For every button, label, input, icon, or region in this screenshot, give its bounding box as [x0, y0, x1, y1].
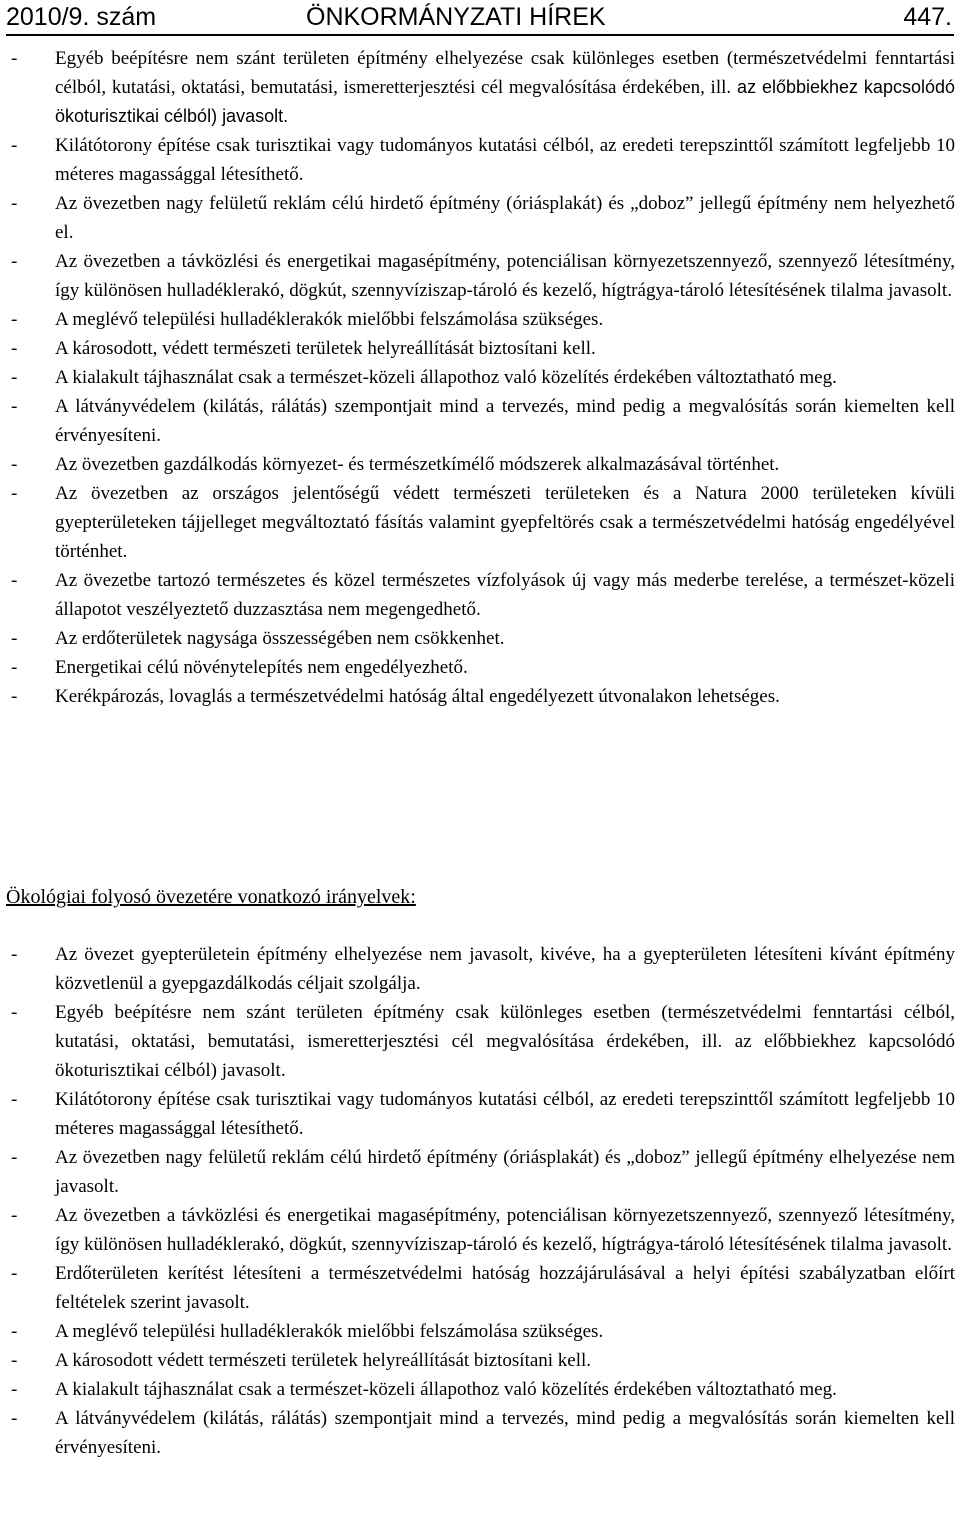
list-item-text: Az övezet gyepterületein építmény elhelyezése nem javasolt, kivéve, ha a gyepterületen létesíteni kívánt építmény közvetlenül a gyepgazdálkodás céljait szolgálja. — [55, 944, 955, 994]
bullet-dash: - — [11, 483, 18, 504]
list-item — [6, 624, 955, 653]
list-item — [6, 653, 955, 682]
list-item — [6, 1085, 955, 1143]
list-item-text: A kialakult tájhasználat csak a természet-közeli állapothoz való közelítés érdekében változtatható meg. — [55, 367, 837, 388]
list-item-text: Az övezetben a távközlési és energetikai magasépítmény, potenciálisan környezetszennyező, szennyező létesítmény, így különösen hulladéklerakó, dögkút, szennyvíziszap-tároló és kezelő, hígtrágya-tároló létesítésének tilalma javasolt. — [55, 1205, 955, 1255]
list-item-text: Energetikai célú növénytelepítés nem engedélyezhető. — [55, 657, 468, 678]
section-heading-ecological-corridor: Ökológiai folyosó övezetére vonatkozó irányelvek: — [6, 886, 416, 908]
guideline-list-ecological-corridor — [6, 940, 955, 1462]
list-item — [6, 44, 955, 131]
list-item — [6, 479, 955, 566]
list-item-text: Az övezetben gazdálkodás környezet- és természetkímélő módszerek alkalmazásával történhet. — [55, 454, 780, 475]
bullet-dash: - — [11, 367, 18, 388]
list-item — [6, 363, 955, 392]
list-item — [6, 682, 955, 711]
list-item — [6, 131, 955, 189]
list-item-text: A kialakult tájhasználat csak a természet-közeli állapothoz való közelítés érdekében változtatható meg. — [55, 1379, 837, 1400]
bullet-dash: - — [11, 454, 18, 475]
guideline-list-general — [6, 44, 955, 711]
list-item — [6, 566, 955, 624]
bullet-dash: - — [11, 1089, 18, 1110]
list-item — [6, 392, 955, 450]
list-item-text: Az övezetben a távközlési és energetikai magasépítmény, potenciálisan környezetszennyező, szennyező létesítmény, így különösen hulladéklerakó, dögkút, szennyvíziszap-tároló és kezelő, hígtrágya-tároló létesítésének tilalma javasolt. — [55, 251, 955, 301]
bullet-dash: - — [11, 1350, 18, 1371]
bullet-dash: - — [11, 944, 18, 965]
publication-title: ÖNKORMÁNYZATI HÍREK — [306, 3, 606, 31]
list-item — [6, 189, 955, 247]
list-item-text: Kerékpározás, lovaglás a természetvédelmi hatóság által engedélyezett útvonalakon lehetséges. — [55, 686, 780, 707]
list-item — [6, 334, 955, 363]
list-item-text: Kilátótorony építése csak turisztikai vagy tudományos kutatási célból, az eredeti terepszinttől számított legfeljebb 10 méteres magassággal létesíthető. — [55, 135, 955, 185]
list-item-text: A meglévő települési hulladéklerakók mielőbbi felszámolása szükséges. — [55, 309, 604, 330]
bullet-dash: - — [11, 251, 18, 272]
bullet-dash: - — [11, 628, 18, 649]
bullet-dash: - — [11, 48, 18, 69]
bullet-dash: - — [11, 570, 18, 591]
list-item — [6, 1346, 955, 1375]
issue-number: 2010/9. szám — [6, 3, 157, 31]
list-item-text: A károsodott védett természeti területek helyreállítását biztosítani kell. — [55, 1350, 592, 1371]
page-number: 447. — [903, 3, 952, 31]
bullet-dash: - — [11, 686, 18, 707]
list-item — [6, 305, 955, 334]
list-item-text: Az övezetben nagy felületű reklám célú hirdető építmény (óriásplakát) és „doboz” jellegű építmény elhelyezése nem javasolt. — [55, 1147, 955, 1197]
page-header — [6, 0, 954, 36]
list-item — [6, 1317, 955, 1346]
list-item-text-tail: az előbbiekhez kapcsolódó ökoturisztikai célból) javasolt. — [55, 77, 955, 126]
list-item-text: Az övezetben az országos jelentőségű védett természeti területeken és a Natura 2000 területeken kívüli gyepterületeken tájjelleget megváltoztató fásítás valamint gyepfeltörés csak a természetvédelmi hatóság engedélyével történhet. — [55, 483, 955, 562]
bullet-dash: - — [11, 396, 18, 417]
bullet-dash: - — [11, 1263, 18, 1284]
list-item-text: A meglévő települési hulladéklerakók mielőbbi felszámolása szükséges. — [55, 1321, 604, 1342]
list-item-text: Egyéb beépítésre nem szánt területen építmény elhelyezése csak különleges esetben (természetvédelmi fenntartási célból, kutatási, oktatási, bemutatási, ismeretterjesztési cél megvalósítása érdekében, ill. — [55, 48, 955, 98]
list-item-text: A látványvédelem (kilátás, rálátás) szempontjait mind a tervezés, mind pedig a megvalósítás során kiemelten kell érvényesíteni. — [55, 1408, 955, 1458]
list-item-text: Az övezetbe tartozó természetes és közel természetes vízfolyások új vagy más mederbe terelése, a természet-közeli állapotot veszélyeztető duzzasztása nem megengedhető. — [55, 570, 955, 620]
bullet-dash: - — [11, 1147, 18, 1168]
bullet-dash: - — [11, 1321, 18, 1342]
bullet-dash: - — [11, 193, 18, 214]
bullet-dash: - — [11, 1379, 18, 1400]
list-item-text: Az erdőterületek nagysága összességében nem csökkenhet. — [55, 628, 505, 649]
bullet-dash: - — [11, 309, 18, 330]
bullet-dash: - — [11, 1205, 18, 1226]
list-item — [6, 940, 955, 998]
list-item-text: Egyéb beépítésre nem szánt területen építmény csak különleges esetben (természetvédelmi fenntartási célból, kutatási, oktatási, bemutatási, ismeretterjesztési cél megvalósítása érdekében, ill. az előbbiekhez kapcsolódó ökoturisztikai célból) javasolt. — [55, 1002, 955, 1081]
list-item — [6, 1404, 955, 1462]
list-item-text: Erdőterületen kerítést létesíteni a természetvédelmi hatóság hozzájárulásával a helyi építési szabályzatban előírt feltételek szerint javasolt. — [55, 1263, 955, 1313]
list-item-text: Kilátótorony építése csak turisztikai vagy tudományos kutatási célból, az eredeti terepszinttől számított legfeljebb 10 méteres magassággal létesíthető. — [55, 1089, 955, 1139]
list-item — [6, 1143, 955, 1201]
bullet-dash: - — [11, 1408, 18, 1429]
bullet-dash: - — [11, 338, 18, 359]
bullet-dash: - — [11, 135, 18, 156]
list-item-text: A károsodott, védett természeti területek helyreállítását biztosítani kell. — [55, 338, 596, 359]
bullet-dash: - — [11, 657, 18, 678]
bullet-dash: - — [11, 1002, 18, 1023]
list-item — [6, 998, 955, 1085]
list-item-text: A látványvédelem (kilátás, rálátás) szempontjait mind a tervezés, mind pedig a megvalósítás során kiemelten kell érvényesíteni. — [55, 396, 955, 446]
list-item — [6, 1375, 955, 1404]
list-item-text: Az övezetben nagy felületű reklám célú hirdető építmény (óriásplakát) és „doboz” jellegű építmény nem helyezhető el. — [55, 193, 955, 243]
list-item — [6, 450, 955, 479]
list-item — [6, 247, 955, 305]
list-item — [6, 1201, 955, 1259]
list-item — [6, 1259, 955, 1317]
